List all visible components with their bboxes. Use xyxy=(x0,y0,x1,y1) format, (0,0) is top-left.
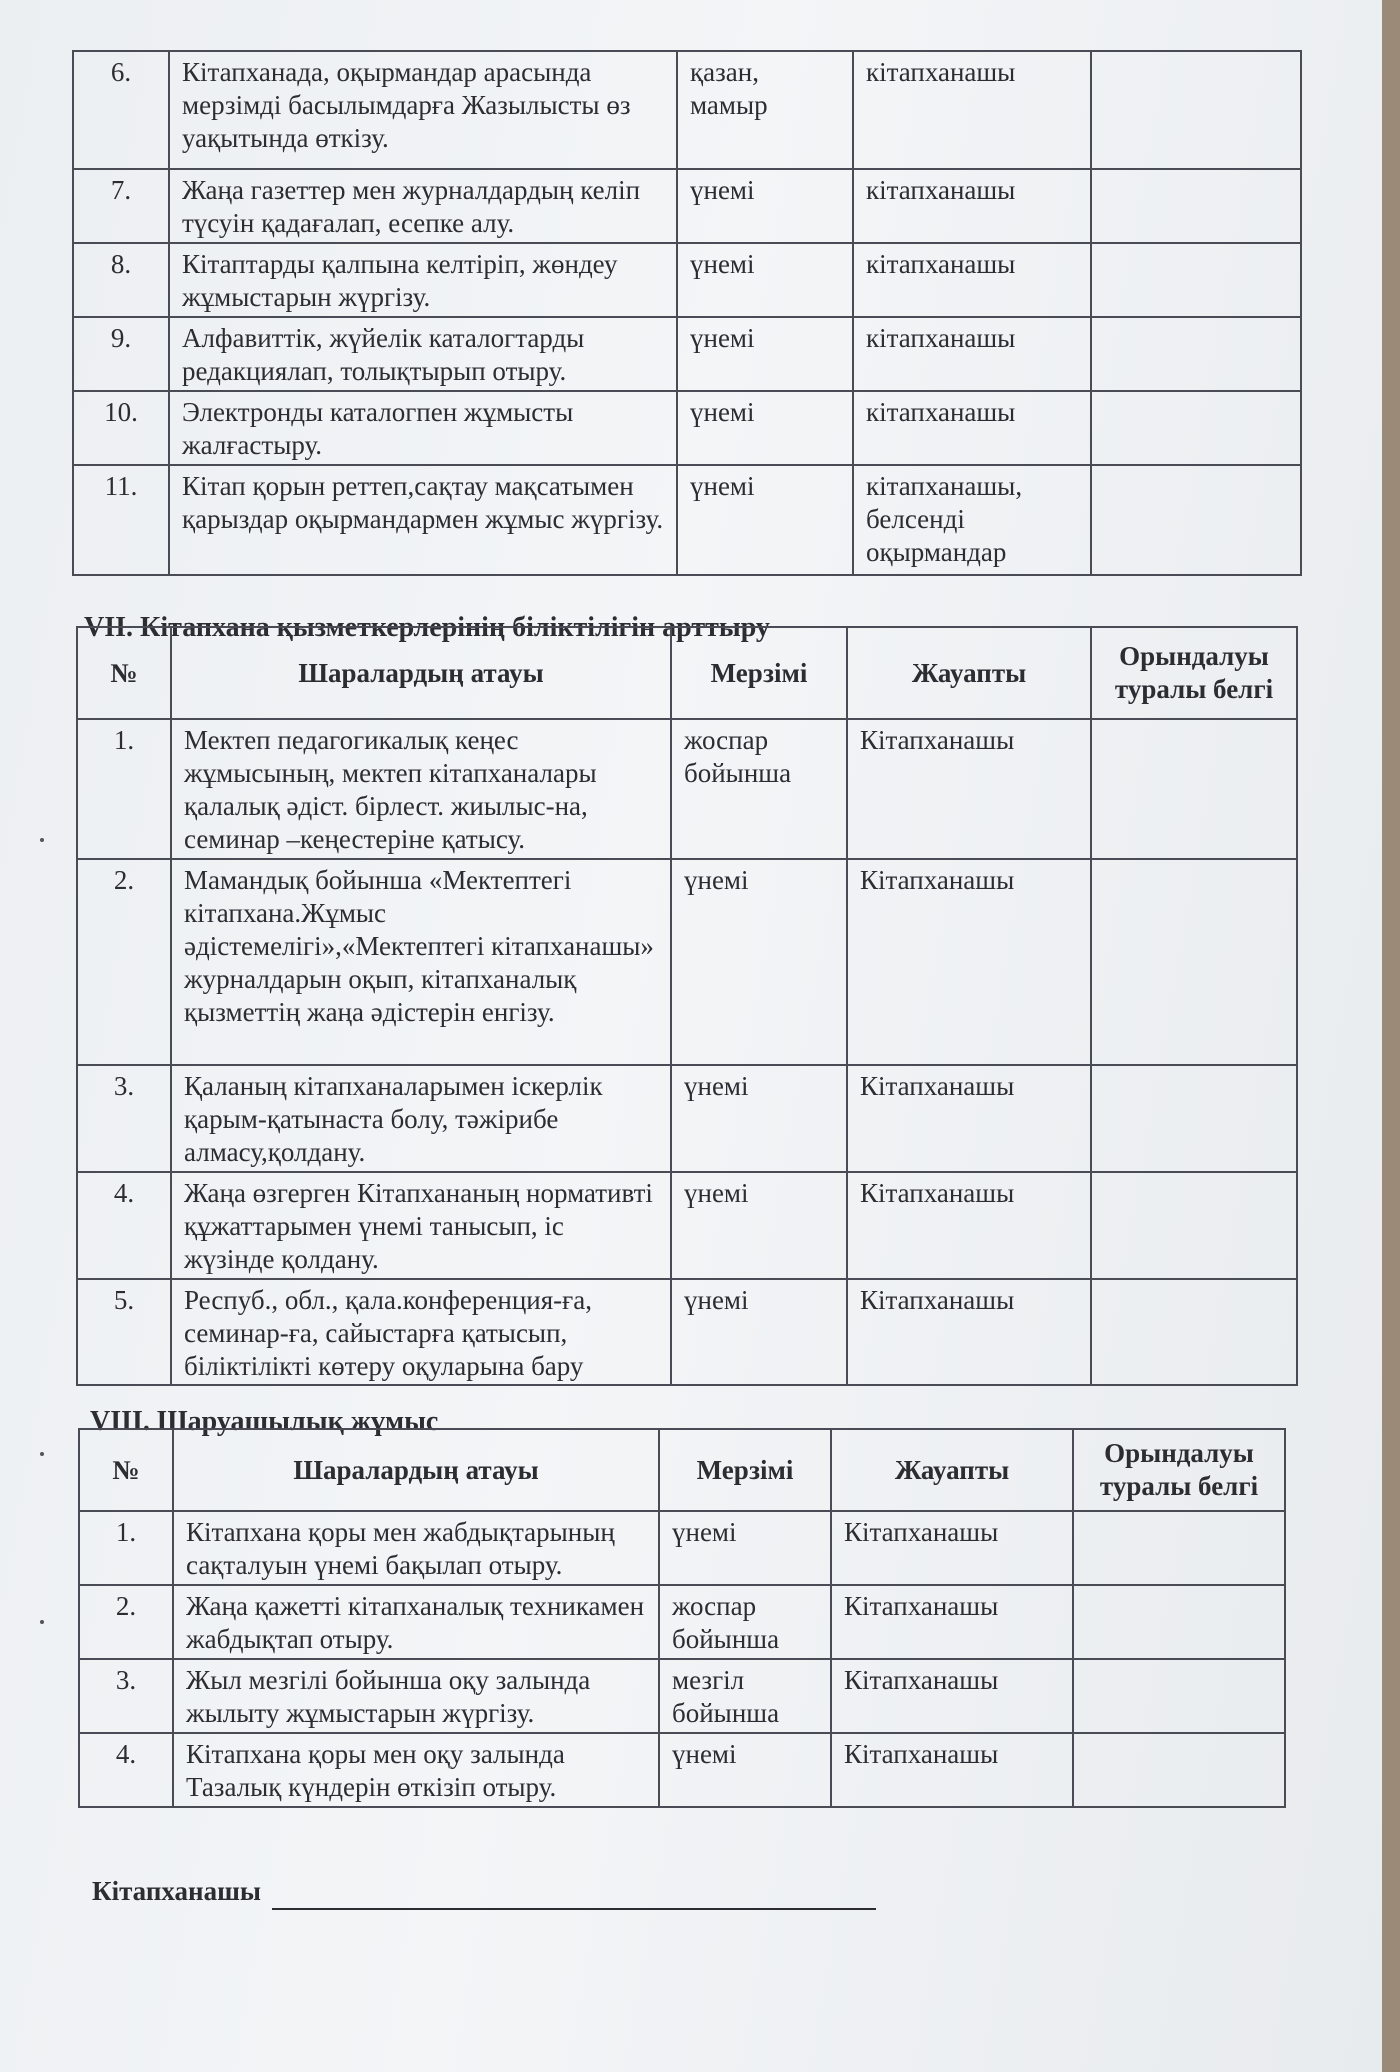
table-row xyxy=(79,1733,1285,1807)
column-header-term: Мерзімі xyxy=(659,1429,831,1511)
completion-mark-cell xyxy=(1091,1065,1297,1172)
table-row xyxy=(77,1279,1297,1386)
table-row xyxy=(79,1585,1285,1659)
activity-term: мезгіл бойынша xyxy=(659,1659,831,1733)
completion-mark-cell xyxy=(1091,1172,1297,1279)
completion-mark-cell xyxy=(1091,317,1301,391)
completion-mark-cell xyxy=(1091,719,1297,859)
row-number: 10. xyxy=(73,391,169,465)
column-header-term: Мерзімі xyxy=(671,627,847,719)
table-row xyxy=(77,1065,1297,1172)
section-8-title: VIII. Шаруашылық жұмыс xyxy=(90,1406,439,1437)
column-header-name: Шаралардың атауы xyxy=(173,1429,659,1511)
table-header-row xyxy=(77,627,1297,719)
row-number: 9. xyxy=(73,317,169,391)
activity-term: үнемі xyxy=(671,1172,847,1279)
activity-responsible: кітапханашы, белсенді оқырмандар xyxy=(853,465,1091,575)
margin-speck xyxy=(40,838,44,842)
activity-responsible: Кітапханашы xyxy=(831,1733,1073,1807)
column-header-responsible: Жауапты xyxy=(847,627,1091,719)
activity-name: Қаланың кітапханаларымен іскерлік қарым-қатынаста болу, тәжірибе алмасу,қолдану. xyxy=(171,1065,671,1172)
activity-name: Мектеп педагогикалық кеңес жұмысының, мектеп кітапханалары қалалық әдіст. бірлест. жиылыс-на, семинар –кеңестеріне қатысу. xyxy=(171,719,671,859)
activity-term: қазан, мамыр xyxy=(677,51,853,169)
section-7-title: VII. Кітапхана қызметкерлерінің біліктілігін арттыру xyxy=(84,612,770,643)
activity-term: үнемі xyxy=(659,1733,831,1807)
table-row xyxy=(77,1172,1297,1279)
table-row xyxy=(79,1511,1285,1585)
completion-mark-cell xyxy=(1091,391,1301,465)
activity-term: үнемі xyxy=(659,1511,831,1585)
activity-name: Жаңа газеттер мен журналдардың келіп түсуін қадағалап, есепке алу. xyxy=(169,169,677,243)
completion-mark-cell xyxy=(1073,1511,1285,1585)
activity-term: үнемі xyxy=(677,243,853,317)
row-number: 8. xyxy=(73,243,169,317)
activity-term: жоспар бойынша xyxy=(659,1585,831,1659)
activity-term: үнемі xyxy=(671,859,847,1065)
activity-term: үнемі xyxy=(671,1279,847,1386)
row-number: 3. xyxy=(79,1659,173,1733)
completion-mark-cell xyxy=(1073,1733,1285,1807)
completion-mark-cell xyxy=(1091,1279,1297,1386)
continued-plan-table xyxy=(72,50,1302,576)
activity-name: Кітаптарды қалпына келтіріп, жөндеу жұмыстарын жүргізу. xyxy=(169,243,677,317)
activity-term: жоспар бойынша xyxy=(671,719,847,859)
activity-name: Кітапханада, оқырмандар арасында мерзімді басылымдарға Жазылысты өз уақытында өткізу. xyxy=(169,51,677,169)
activity-name: Кітапхана қоры мен оқу залында Тазалық күндерін өткізіп отыру. xyxy=(173,1733,659,1807)
activity-name: Жаңа қажетті кітапханалық техникамен жабдықтап отыру. xyxy=(173,1585,659,1659)
table-row xyxy=(73,169,1301,243)
activity-name: Респуб., обл., қала.конференция-ға, семинар-ға, сайыстарға қатысып, біліктілікті көтеру оқуларына бару xyxy=(171,1279,671,1386)
signature-line xyxy=(272,1908,876,1910)
column-header-mark: Орындалуы туралы белгі xyxy=(1073,1429,1285,1511)
table-header-row xyxy=(79,1429,1285,1511)
completion-mark-cell xyxy=(1091,169,1301,243)
completion-mark-cell xyxy=(1091,859,1297,1065)
qualification-table xyxy=(76,626,1298,1386)
table-row xyxy=(73,243,1301,317)
row-number: 2. xyxy=(77,859,171,1065)
row-number: 1. xyxy=(77,719,171,859)
activity-term: үнемі xyxy=(677,465,853,575)
margin-speck xyxy=(40,1452,44,1456)
column-header-number: № xyxy=(77,627,171,719)
activity-name: Электронды каталогпен жұмысты жалғастыру. xyxy=(169,391,677,465)
table-row xyxy=(73,391,1301,465)
completion-mark-cell xyxy=(1091,243,1301,317)
table-row xyxy=(77,719,1297,859)
row-number: 11. xyxy=(73,465,169,575)
row-number: 4. xyxy=(77,1172,171,1279)
activity-responsible: Кітапханашы xyxy=(847,859,1091,1065)
completion-mark-cell xyxy=(1073,1585,1285,1659)
margin-speck xyxy=(40,1620,44,1624)
table-row xyxy=(73,317,1301,391)
activity-term: үнемі xyxy=(671,1065,847,1172)
table-row xyxy=(73,465,1301,575)
activity-term: үнемі xyxy=(677,169,853,243)
row-number: 5. xyxy=(77,1279,171,1386)
activity-responsible: Кітапханашы xyxy=(847,1065,1091,1172)
row-number: 2. xyxy=(79,1585,173,1659)
activity-responsible: Кітапханашы xyxy=(847,719,1091,859)
table-row xyxy=(77,859,1297,1065)
activity-responsible: Кітапханашы xyxy=(831,1511,1073,1585)
row-number: 3. xyxy=(77,1065,171,1172)
activity-responsible: Кітапханашы xyxy=(831,1659,1073,1733)
table-row xyxy=(73,51,1301,169)
activity-name: Жыл мезгілі бойынша оқу залында жылыту жұмыстарын жүргізу. xyxy=(173,1659,659,1733)
activity-responsible: кітапханашы xyxy=(853,51,1091,169)
row-number: 1. xyxy=(79,1511,173,1585)
completion-mark-cell xyxy=(1091,51,1301,169)
row-number: 4. xyxy=(79,1733,173,1807)
column-header-responsible: Жауапты xyxy=(831,1429,1073,1511)
activity-name: Кітапхана қоры мен жабдықтарының сақталуын үнемі бақылап отыру. xyxy=(173,1511,659,1585)
activity-responsible: Кітапханашы xyxy=(847,1172,1091,1279)
activity-responsible: кітапханашы xyxy=(853,243,1091,317)
activity-name: Жаңа өзгерген Кітапхананың нормативті құжаттарымен үнемі танысып, іс жүзінде қолдану. xyxy=(171,1172,671,1279)
activity-responsible: кітапханашы xyxy=(853,317,1091,391)
column-header-mark: Орындалуы туралы белгі xyxy=(1091,627,1297,719)
signature-label: Кітапханашы xyxy=(92,1876,261,1906)
row-number: 7. xyxy=(73,169,169,243)
activity-name: Кітап қорын реттеп,сақтау мақсатымен қарыздар оқырмандармен жұмыс жүргізу. xyxy=(169,465,677,575)
row-number: 6. xyxy=(73,51,169,169)
household-work-table xyxy=(78,1428,1286,1808)
completion-mark-cell xyxy=(1091,465,1301,575)
activity-name: Мамандық бойынша «Мектептегі кітапхана.Жұмыс әдістемелігі»,«Мектептегі кітапханашы» журналдарын оқып, кітапханалық қызметтің жаңа әдістерін енгізу. xyxy=(171,859,671,1065)
activity-term: үнемі xyxy=(677,317,853,391)
activity-term: үнемі xyxy=(677,391,853,465)
activity-name: Алфавиттік, жүйелік каталогтарды редакциялап, толықтырып отыру. xyxy=(169,317,677,391)
column-header-number: № xyxy=(79,1429,173,1511)
table-row xyxy=(79,1659,1285,1733)
activity-responsible: Кітапханашы xyxy=(847,1279,1091,1386)
column-header-name: Шаралардың атауы xyxy=(171,627,671,719)
activity-responsible: кітапханашы xyxy=(853,169,1091,243)
activity-responsible: Кітапханашы xyxy=(831,1585,1073,1659)
completion-mark-cell xyxy=(1073,1659,1285,1733)
activity-responsible: кітапханашы xyxy=(853,391,1091,465)
